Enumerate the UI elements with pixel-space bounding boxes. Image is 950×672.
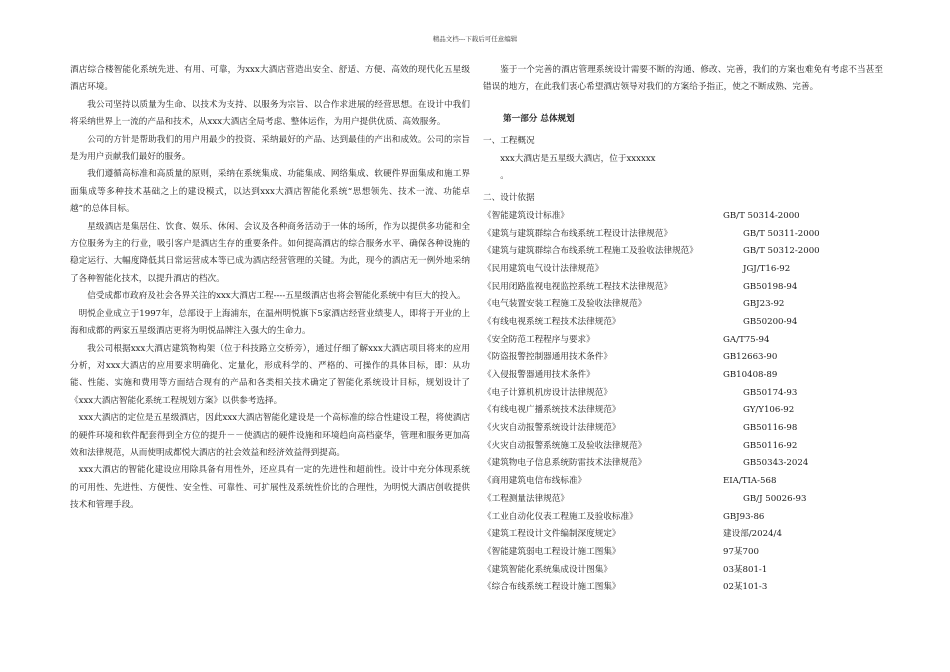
standard-name: 《民用闭路监视电视监控系统工程技术法律规范》 bbox=[483, 281, 673, 292]
standard-item bbox=[483, 208, 883, 226]
standard-item bbox=[483, 544, 883, 562]
body-paragraph: 我公司坚持以质量为生命、以技术为支持、以服务为宗旨、以合作求进展的经营思想。在设计中我们将采纳世界上一流的产品和技术，从xxx大酒店全局考虑、整体运作，为用户提供优质、高效服务。 bbox=[70, 99, 470, 128]
intro-paragraph: 鉴于一个完善的酒店管理系统设计需要不断的沟通、修改、完善，我们的方案也难免有考虑不当甚至错误的地方，在此我们衷心希望酒店领导对我们的方案给予指正，使之不断成熟、完善。 bbox=[483, 65, 883, 93]
standard-code: JGJ/T16-92 bbox=[743, 263, 791, 274]
standard-code: GB50343-2024 bbox=[743, 458, 809, 469]
standard-item bbox=[483, 438, 883, 456]
standard-name: 《工业自动化仪表工程施工及验收标准》 bbox=[483, 511, 638, 522]
standard-code: GB10408-89 bbox=[723, 370, 778, 381]
standard-code: GB/T 50311-2000 bbox=[743, 228, 820, 239]
standard-name: 《防盗报警控制器通用技术条件》 bbox=[483, 352, 612, 363]
body-paragraph: 我公司根据xxx大酒店建筑物构架（位于科技路立交桥旁），通过仔细了解xxx大酒店项目将来的应用分析，对xxx大酒店的应用要求明确化、定量化，形成科学的、严格的、可操作的具体目标，即：从功能、性能、实施和费用等方面结合现有的产品和各类相关技术确定了智能化系统设计目标，规划设计了《xxx大酒店智能化系统工程规划方案》以供参考选择。 bbox=[70, 343, 470, 406]
standard-item bbox=[483, 473, 883, 491]
standard-item bbox=[483, 367, 883, 385]
standard-item bbox=[483, 385, 883, 403]
standard-name: 《建筑智能化系统集成设计图集》 bbox=[483, 564, 612, 575]
standard-name: 《建筑工程设计文件编制深度规定》 bbox=[483, 529, 621, 540]
standard-item bbox=[483, 349, 883, 367]
standard-code: GA/T75-94 bbox=[723, 334, 770, 345]
design-basis-list bbox=[483, 208, 883, 597]
standard-item bbox=[483, 491, 883, 509]
body-paragraph: 酒店综合楼智能化系统先进、有用、可靠，为xxx大酒店营造出安全、舒适、方便、高效的现代化五星级酒店环境。 bbox=[70, 65, 470, 93]
standard-code: GB50198-94 bbox=[743, 281, 798, 292]
standard-name: 《电气装置安装工程施工及验收法律规范》 bbox=[483, 299, 647, 310]
standard-item bbox=[483, 402, 883, 420]
standard-item bbox=[483, 579, 883, 597]
standard-code: GB/T 50314-2000 bbox=[723, 210, 800, 221]
standard-code: GB50116-92 bbox=[743, 440, 798, 451]
body-paragraph: 我们遵循高标准和高质量的原则，采纳在系统集成、功能集成、网络集成、软硬件界面集成和施工界面集成等多种技术基础之上的建设模式，以达到xxx大酒店智能化系统“思想领先、技术一流、功能卓越”的总体目标。 bbox=[70, 169, 470, 215]
standard-name: 《建筑与建筑群综合布线系统工程施工及验收法律规范》 bbox=[483, 246, 698, 257]
body-paragraph: 公司的方针是帮助我们的用户用最少的投资、采纳最好的产品、达到最佳的产出和成效。公司的宗旨是为用户贡献我们最好的服务。 bbox=[70, 134, 470, 163]
standard-name: 《电子计算机机房设计法律规范》 bbox=[483, 387, 612, 398]
standard-code: 97某700 bbox=[723, 546, 759, 557]
standard-item bbox=[483, 509, 883, 527]
standard-item bbox=[483, 314, 883, 332]
standard-item bbox=[483, 526, 883, 544]
project-overview-dot: 。 bbox=[500, 171, 509, 182]
body-paragraph: xxx大酒店的定位是五星级酒店，因此xxx大酒店智能化建设是一个高标准的综合性建设工程，将使酒店的硬件环境和软件配套得到全方位的提升－－使酒店的硬件设施和环境趋向高档豪华，管理和服务更加高效和法律规范，从而使明成都悦大酒店的社会效益和经济效益得到提高。 bbox=[70, 413, 470, 458]
page-header: 精品文档---下载后可任意编辑 bbox=[432, 35, 518, 43]
standard-code: GB50174-93 bbox=[743, 387, 798, 398]
standard-name: 《智能建筑弱电工程设计施工图集》 bbox=[483, 546, 621, 557]
standard-item bbox=[483, 332, 883, 350]
standard-item bbox=[483, 420, 883, 438]
standard-item bbox=[483, 261, 883, 279]
standard-item bbox=[483, 455, 883, 473]
standard-code: GY/Y106-92 bbox=[743, 405, 795, 416]
standard-code: EIA/TIA-568 bbox=[723, 476, 777, 487]
standard-name: 《火灾自动报警系统施工及验收法律规范》 bbox=[483, 440, 647, 451]
standard-code: GBJ23-92 bbox=[743, 299, 785, 310]
standard-code: GB/T 50312-2000 bbox=[743, 246, 820, 257]
standard-name: 《有线电视广播系统技术法律规范》 bbox=[483, 405, 621, 416]
project-overview-heading: 一、工程概况 bbox=[483, 136, 535, 147]
standard-name: 《综合布线系统工程设计施工图集》 bbox=[483, 582, 621, 593]
standard-name: 《建筑物电子信息系统防雷技术法律规范》 bbox=[483, 458, 647, 469]
body-paragraph: 星级酒店是集居住、饮食、娱乐、休闲、会议及各种商务活动于一体的场所，作为以提供多功能和全方位服务为主的行业，吸引客户是酒店生存的重要条件。如何提高酒店的综合服务水平、确保各种设施的稳定运行、大幅度降低其日常运营成本等已成为酒店经营管理的关键。为此，现今的酒店无一例外地采纳了各种智能化技术，以提升酒店的档次。 bbox=[70, 221, 470, 284]
standard-name: 《有线电视系统工程技术法律规范》 bbox=[483, 316, 621, 327]
standard-name: 《入侵报警器通用技术条件》 bbox=[483, 370, 595, 381]
standard-code: GBJ93-86 bbox=[723, 511, 765, 522]
design-basis-heading: 二、设计依据 bbox=[483, 193, 535, 204]
body-paragraph: 信受成都市政府及社会各界关注的xxx大酒店工程----五星级酒店也将会智能化系统中有巨大的投入。 bbox=[87, 291, 466, 302]
standard-code: GB50200-94 bbox=[743, 316, 798, 327]
standard-code: 建设部/2024/4 bbox=[723, 529, 782, 540]
standard-name: 《火灾自动报警系统设计法律规范》 bbox=[483, 423, 621, 434]
standard-name: 《民用建筑电气设计法律规范》 bbox=[483, 263, 604, 274]
standard-code: 03某801-1 bbox=[723, 564, 768, 575]
section-title: 第一部分 总体规划 bbox=[503, 113, 575, 124]
standard-code: 02某101-3 bbox=[723, 582, 768, 593]
standard-item bbox=[483, 279, 883, 297]
standard-name: 《智能建筑设计标准》 bbox=[483, 210, 569, 221]
standard-name: 《商用建筑电信布线标准》 bbox=[483, 476, 587, 487]
left-column bbox=[70, 62, 470, 515]
standard-name: 《安全防范工程程序与要求》 bbox=[483, 334, 595, 345]
standard-name: 《建筑与建筑群综合布线系统工程设计法律规范》 bbox=[483, 228, 673, 239]
standard-item bbox=[483, 296, 883, 314]
body-paragraph: 明悦企业成立于1997年，总部设于上海浦东，在温州明悦旗下5家酒店经营业绩斐人，即将于开业的上海和成都的两家五星级酒店更将为明悦品牌注入强大的生命力。 bbox=[70, 308, 470, 337]
standard-item bbox=[483, 226, 883, 244]
standard-name: 《工程测量法律规范》 bbox=[483, 493, 569, 504]
standard-code: GB12663-90 bbox=[723, 352, 778, 363]
standard-item bbox=[483, 243, 883, 261]
standard-item bbox=[483, 562, 883, 580]
right-column bbox=[483, 62, 883, 597]
standard-code: GB/J 50026-93 bbox=[743, 493, 807, 504]
project-overview-body: xxx大酒店是五星级大酒店，位于xxxxxx bbox=[500, 153, 656, 164]
standard-code: GB50116-98 bbox=[743, 423, 798, 434]
body-paragraph: xxx大酒店的智能化建设应用除具备有用性外，还应具有一定的先进性和超前性。设计中充分体现系统的可用性、先进性、方便性、安全性、可靠性、可扩展性及系统性价比的合理性，为明悦大酒店创收提供技术和管理手段。 bbox=[70, 465, 470, 511]
